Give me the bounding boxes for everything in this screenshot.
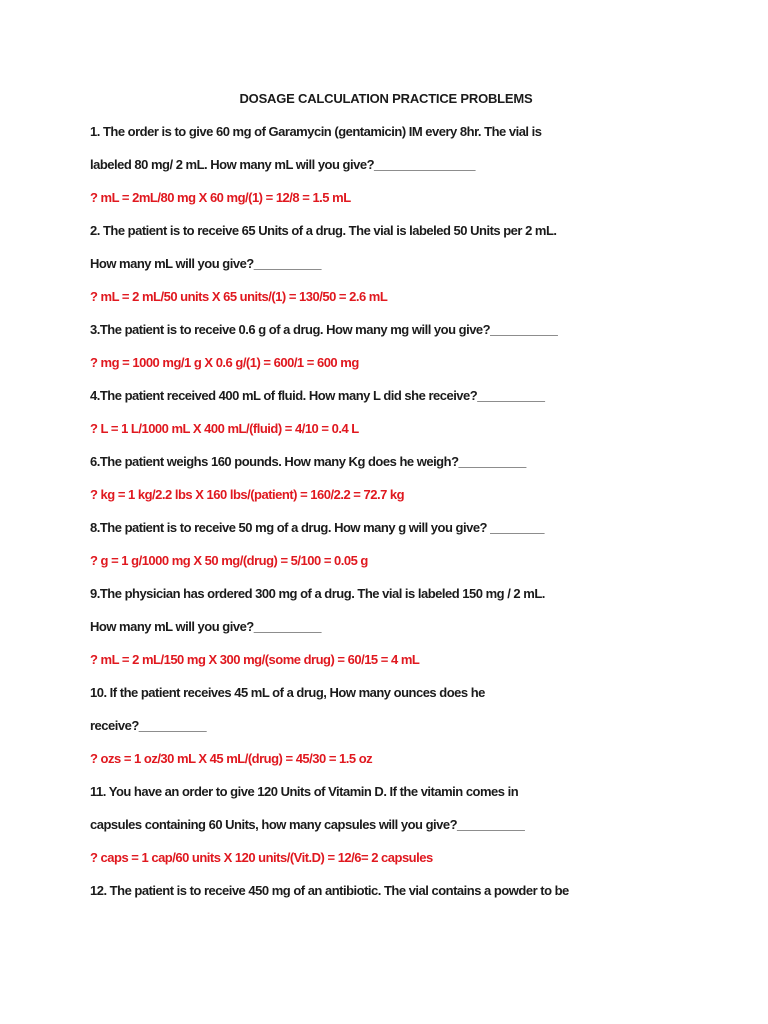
page-title: DOSAGE CALCULATION PRACTICE PROBLEMS (239, 91, 533, 106)
problem-11 (90, 785, 682, 865)
question-text: 10. If the patient receives 45 mL of a drug, How many ounces does he (90, 685, 485, 700)
problem-8 (90, 521, 682, 568)
answer-text: ? mg = 1000 mg/1 g X 0.6 g/(1) = 600/1 = 600 mg (90, 355, 359, 370)
question-text: capsules containing 60 Units, how many capsules will you give?__________ (90, 817, 525, 832)
answer-text: ? kg = 1 kg/2.2 lbs X 160 lbs/(patient) = 160/2.2 = 72.7 kg (90, 487, 405, 502)
problem-2 (90, 224, 682, 304)
problem-1 (90, 125, 682, 205)
answer-text: ? mL = 2 mL/50 units X 65 units/(1) = 130/50 = 2.6 mL (90, 289, 388, 304)
problem-10 (90, 686, 682, 766)
answer-text: ? ozs = 1 oz/30 mL X 45 mL/(drug) = 45/30 = 1.5 oz (90, 751, 373, 766)
problem-9 (90, 587, 682, 667)
question-text: How many mL will you give?__________ (90, 256, 322, 271)
problem-4 (90, 389, 682, 436)
question-text: 8.The patient is to receive 50 mg of a drug. How many g will you give? ________ (90, 520, 544, 535)
question-text: 6.The patient weighs 160 pounds. How many Kg does he weigh?__________ (90, 454, 526, 469)
question-text: 11. You have an order to give 120 Units of Vitamin D. If the vitamin comes in (90, 784, 519, 799)
question-text: 9.The physician has ordered 300 mg of a drug. The vial is labeled 150 mg / 2 mL. (90, 586, 545, 601)
problem-3 (90, 323, 682, 370)
problem-12 (90, 884, 682, 898)
question-text: 12. The patient is to receive 450 mg of an antibiotic. The vial contains a powder to be (90, 883, 569, 898)
question-text: 1. The order is to give 60 mg of Garamycin (gentamicin) IM every 8hr. The vial is (90, 124, 542, 139)
problem-6 (90, 455, 682, 502)
answer-text: ? mL = 2mL/80 mg X 60 mg/(1) = 12/8 = 1.5 mL (90, 190, 351, 205)
answer-text: ? mL = 2 mL/150 mg X 300 mg/(some drug) = 60/15 = 4 mL (90, 652, 420, 667)
question-text: 4.The patient received 400 mL of fluid. How many L did she receive?__________ (90, 388, 545, 403)
question-text: How many mL will you give?__________ (90, 619, 322, 634)
answer-text: ? caps = 1 cap/60 units X 120 units/(Vit.D) = 12/6= 2 capsules (90, 850, 433, 865)
question-text: 3.The patient is to receive 0.6 g of a drug. How many mg will you give?__________ (90, 322, 558, 337)
question-text: labeled 80 mg/ 2 mL. How many mL will you give?_______________ (90, 157, 475, 172)
question-text: 2. The patient is to receive 65 Units of a drug. The vial is labeled 50 Units per 2 mL. (90, 223, 557, 238)
question-text: receive?__________ (90, 718, 207, 733)
answer-text: ? L = 1 L/1000 mL X 400 mL/(fluid) = 4/10 = 0.4 L (90, 421, 359, 436)
answer-text: ? g = 1 g/1000 mg X 50 mg/(drug) = 5/100 = 0.05 g (90, 553, 368, 568)
